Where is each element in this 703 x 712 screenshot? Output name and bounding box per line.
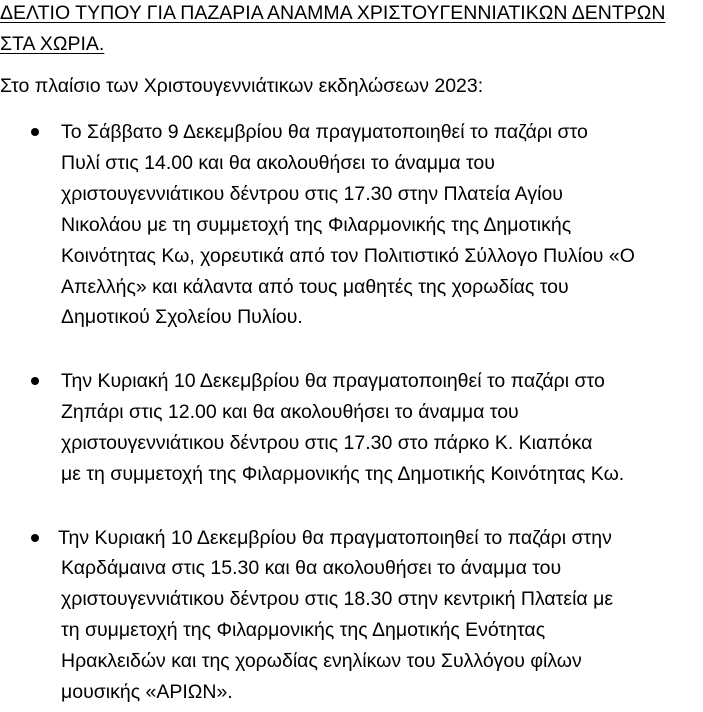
event-line: τη συμμετοχή της Φιλαρμονικής της Δημοτικής Ενότητας	[61, 619, 546, 641]
event-line: χριστουγεννιάτικου δέντρου στις 18.30 στην κεντρική Πλατεία με	[61, 588, 614, 610]
event-line: με τη συμμετοχή της Φιλαρμονικής της Δημοτικής Κοινότητας Κω.	[61, 463, 625, 485]
event-line: Καρδάμαινα στις 15.30 και θα ακολουθήσει το άναμμα του	[61, 557, 562, 579]
intro-paragraph: Στο πλαίσιο των Χριστουγεννιάτικων εκδηλώσεων 2023:	[0, 75, 484, 97]
event-line: Κοινότητας Κω, χορευτικά από τον Πολιτιστικό Σύλλογο Πυλίου «Ο	[61, 245, 635, 267]
document-title-line-2: ΣΤΑ ΧΩΡΙΑ.	[0, 33, 105, 55]
bullet-icon	[31, 534, 39, 542]
event-line: Νικολάου με τη συμμετοχή της Φιλαρμονικής της Δημοτικής	[61, 214, 572, 236]
event-line: μουσικής «ΑΡΙΩΝ».	[61, 681, 233, 703]
document-title-line-1: ΔΕΛΤΙΟ ΤΥΠΟΥ ΓΙΑ ΠΑΖΑΡΙΑ ΑΝΑΜΜΑ ΧΡΙΣΤΟΥΓΕΝΝΙΑΤΙΚΩΝ ΔΕΝΤΡΩΝ	[0, 2, 666, 24]
bullet-icon	[31, 128, 39, 136]
event-line: χριστουγεννιάτικου δέντρου στις 17.30 στο πάρκο Κ. Κιαπόκα	[61, 432, 593, 454]
event-line: Το Σάββατο 9 Δεκεμβρίου θα πραγματοποιηθεί το παζάρι στο	[61, 121, 588, 143]
event-line: Ζηπάρι στις 12.00 και θα ακολουθήσει το άναμμα του	[61, 401, 519, 423]
bullet-icon	[31, 377, 39, 385]
event-line: Την Κυριακή 10 Δεκεμβρίου θα πραγματοποιηθεί το παζάρι στο	[61, 370, 605, 392]
event-line: Πυλί στις 14.00 και θα ακολουθήσει το άναμμα του	[61, 152, 495, 174]
event-line: Δημοτικού Σχολείου Πυλίου.	[61, 306, 303, 328]
event-line: χριστουγεννιάτικου δέντρου στις 17.30 στην Πλατεία Αγίου	[61, 183, 563, 205]
event-line: Την Κυριακή 10 Δεκεμβρίου θα πραγματοποιηθεί το παζάρι στην	[58, 527, 612, 549]
event-line: Ηρακλειδών και της χορωδίας ενηλίκων του Συλλόγου φίλων	[61, 650, 582, 672]
event-line: Απελλής» και κάλαντα από τους μαθητές της χορωδίας του	[61, 276, 569, 298]
